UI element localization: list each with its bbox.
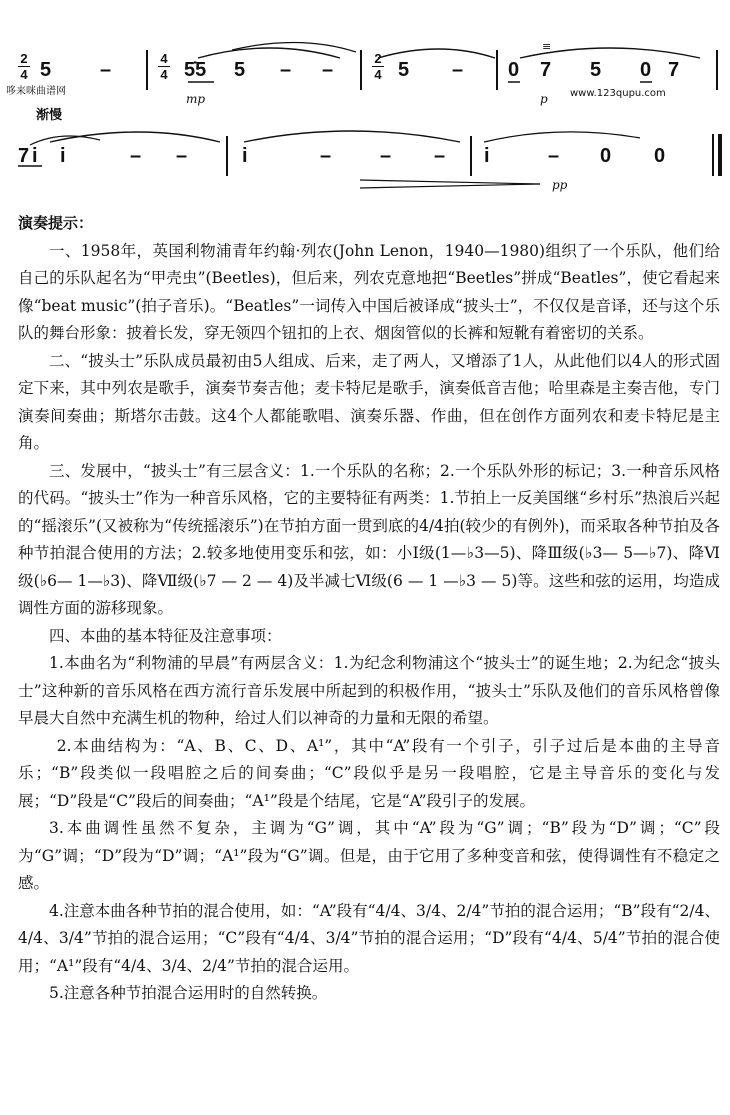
note: 0 [600,145,612,167]
barline [470,136,472,176]
time-signature: 2 4 [18,52,30,81]
score-lines [0,0,730,205]
tempo-marking: 渐慢 [36,108,63,123]
performance-notes [18,210,720,1008]
barline [360,50,362,90]
dynamic-p: p [540,92,548,106]
note: 5 [40,59,52,81]
dash: – [380,145,392,167]
dash: – [100,59,112,81]
dash: – [548,145,560,167]
paragraph-1: 一、1958年，英国利物浦青年约翰·列农(John Lenon，1940—1980)组织了一个乐队，他们给自己的乐队起名为“甲壳虫”(Beetles)，但后来，列农克意地把“Beetles”拼成“Beatles”，使它看起来像“beat music”(拍子音乐)。“Beatles”一词传入中国后被译成“披头士”，不仅仅是音译，还与这个乐队的舞台形象：披着长发，穿无领四个钮扣的上衣、烟囱管似的长裤和短靴有着密切的关系。 [18,241,720,342]
note: 7 [18,145,30,167]
note: 5̇5 [184,59,207,81]
dash: – [280,59,292,81]
ornament: ≡ [542,40,552,53]
barline-final [712,134,714,176]
dynamic-pp: pp [552,178,568,192]
barline [496,50,498,90]
paragraph-4: 四、本曲的基本特征及注意事项： [49,626,282,645]
dash: – [320,145,332,167]
barline-final-thick [718,134,722,176]
dash: – [322,59,334,81]
note: 5 [398,59,410,81]
item-1: 1.本曲名为“利物浦的早晨”有两层含义：1.为纪念利物浦这个“披头士”的诞生地；2.为纪念“披头士”这种新的音乐风格在西方流行音乐发展中所起到的积极作用，“披头士”乐队及他们的音乐风格曾像早晨大自然中充满生机的物种，给过人们以神奇的力量和无限的希望。 [18,654,720,727]
barline [716,50,718,90]
note: i [32,145,38,167]
barline [146,50,148,90]
dash: – [176,145,188,167]
item-5: 5.注意各种节拍混合运用时的自然转换。 [49,984,328,1002]
item-4: 4.注意本曲各种节拍的混合使用，如：“A”段有“4/4、3/4、2/4”节拍的混合运用；“B”段有“2/4、4/4、3/4”节拍的混合运用；“C”段有“4/4、3/4”节拍的混合运用；“D”段有“4/4、5/4”节拍的混合使用；“A¹”段有“4/4、3/4、2/4”节拍的混合运用。 [18,901,720,975]
watermark-left: 哆来咪曲谱网 [6,86,66,97]
item-3: 3.本曲调性虽然不复杂，主调为“G”调，其中“A”段为“G”调；“B”段为“D”调；“C”段为“G”调；“D”段为“D”调；“A¹”段为“G”调。但是，由于它用了多种变音和弦，使得调性有不稳定之感。 [18,819,720,892]
dash: – [452,59,464,81]
time-signature: 4 4 [158,52,170,81]
note: 0 [654,145,666,167]
item-2: 2.本曲结构为：“A、B、C、D、A¹”，其中“A”段有一个引子，引子过后是本曲的主导音乐；“B”段类似一段唱腔之后的间奏曲；“C”段似乎是另一段唱腔，它是主导音乐的变化与发展；“D”段是“C”段后的间奏曲；“A¹”段是个结尾，它是“A”段引子的发展。 [18,736,720,810]
section-heading: 演奏提示： [18,214,94,232]
note: 7 [668,59,680,81]
note: 0 [508,59,520,81]
dynamic-mp: mp [186,92,206,106]
paragraph-2: 二、“披头士”乐队成员最初由5人组成、后来，走了两人，又增添了1人，从此他们以4人的形式固定下来，其中列农是歌手，演奏节奏吉他；麦卡特尼是歌手，演奏低音吉他；哈里森是主奏吉他，专门演奏间奏曲；斯塔尔击鼓。这4个人都能歌唱、演奏乐器、作曲，但在创作方面列农和麦卡特尼是主角。 [18,351,720,452]
note: i [60,145,66,167]
note: i [484,145,490,167]
barline [226,136,228,176]
note: 5 [234,59,246,81]
paragraph-3: 三、发展中，“披头士”有三层含义：1.一个乐队的名称；2.一个乐队外形的标记；3.一种音乐风格的代码。“披头士”作为一种音乐风格，它的主要特征有两类：1.节拍上一反美国继“乡村乐”热浪后兴起的“摇滚乐”(又被称为“传统摇滚乐”)在节拍方面一贯到底的4/4拍(较少的有例外)，而采取各种节拍及各种节拍混合使用的方法；2.较多地使用变乐和弦，如：小Ⅰ级(1—♭3—5)、降Ⅲ级(♭3— 5—♭7)、降Ⅵ级(♭6— 1—♭3)、降Ⅶ级(♭7 — 2 — 4)及半减七Ⅵ级(6 — 1 —♭3 — 5)等。这些和弦的运用，均造成调性方面的游移现象。 [18,461,720,617]
note: i [242,145,248,167]
note: 5 [590,59,602,81]
note: 0 [640,59,652,81]
dash: – [130,145,142,167]
watermark-right: www.123qupu.com [570,88,666,99]
dash: – [434,145,446,167]
note: 7 [540,59,552,81]
time-signature: 2 4 [372,52,384,81]
music-score [0,0,730,205]
